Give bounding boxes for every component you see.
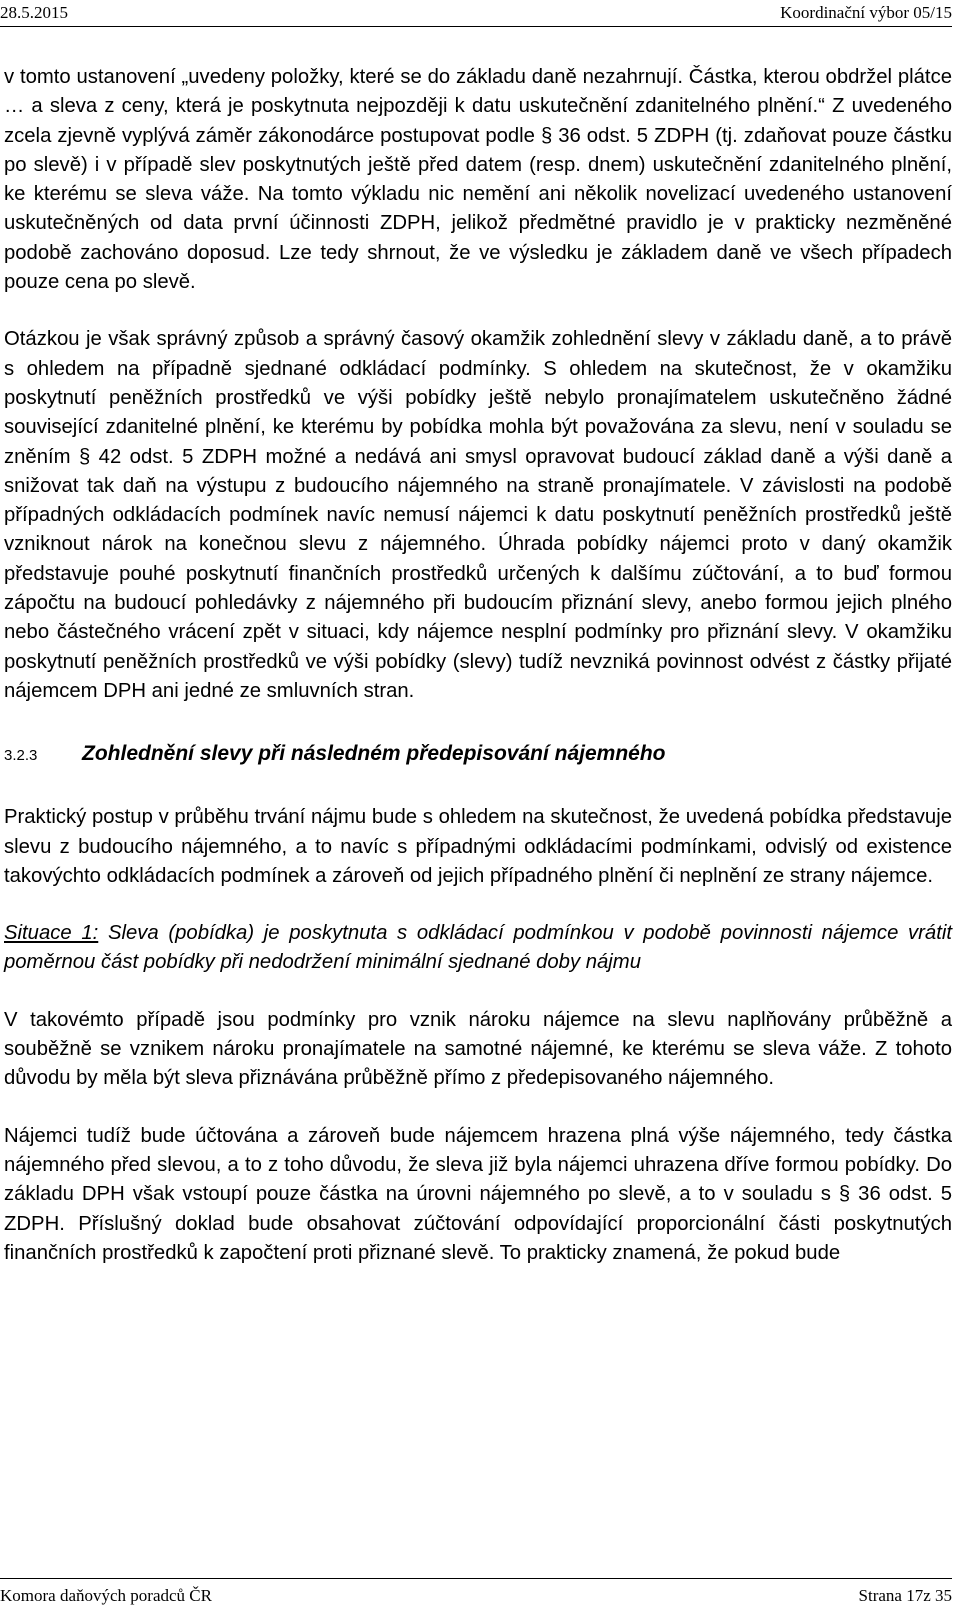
paragraph-3: Praktický postup v průběhu trvání nájmu bude s ohledem na skutečnost, že uvedená pobídka představuje slevu z budoucího nájemného, a to navíc s případnými odkládacími podmínkami, odvislý od existence takovýchto odkládacích podmínek a zároveň od jejich případného plnění či neplnění ze strany nájemce. [4, 806, 952, 887]
footer-page-number: Strana 17z 35 [858, 1586, 952, 1605]
paragraph-6: Nájemci tudíž bude účtována a zároveň bude nájemcem hrazena plná výše nájemného, tedy částka nájemného před slevou, a to z toho důvodu, že sleva již byla nájemci uhrazena dříve formou pobídky. Do základu DPH však vstoupí pouze částka na úrovni nájemného po slevě, a to v souladu s § 36 odst. 5 ZDPH. Příslušný doklad bude obsahovat zúčtování odpovídající proporcionální části poskytnutých finančních prostředků k započtení proti přiznané slevě. To prakticky znamená, že pokud bude [4, 1124, 952, 1264]
section-title: Zohlednění slevy při následném předepisování nájemného [82, 742, 666, 766]
paragraph-2: Otázkou je však správný způsob a správný časový okamžik zohlednění slevy v základu daně, a to právě s ohledem na případně sjednané odkládací podmínky. S ohledem na skutečnost, že v okamžiku poskytnutí peněžních prostředků ve výši pobídky ještě nebylo pronajímatelem uskutečněno žádné související zdanitelné plnění, ke kterému by pobídka mohla být považována za slevu, není v souladu se zněním § 42 odst. 5 ZDPH možné a nedává ani smysl opravovat budoucí základ daně a výši daně a snižovat tak daň na výstupu z budoucího nájemného na straně pronajímatele. V závislosti na podobě případných odkládacích podmínek navíc nemusí nájemci k datu poskytnutí peněžních prostředků ještě vzniknout nárok na konečnou slevu z nájemného. Úhrada pobídky nájemci proto v daný okamžik představuje pouhé poskytnutí finančních prostředků určených k dalšímu zúčtování, a to buď formou zápočtu na budoucí pohledávky z nájemného při budoucím přiznání slevy, anebo formou jejich plného nebo částečného vrácení zpět v situaci, kdy nájemce nesplní podmínky pro přiznání slevy. V okamžiku poskytnutí peněžních prostředků ve výši pobídky (slevy) tudíž nevzniká povinnost odvést z částky přijaté nájemcem DPH ani jedné ze smluvních stran. [4, 328, 952, 702]
situation-text: Sleva (pobídka) je poskytnuta s odkládací podmínkou v podobě povinnosti nájemce vrátit poměrnou část pobídky při nedodržení minimální sjednané doby nájmu [4, 922, 952, 974]
section-number: 3.2.3 [4, 747, 38, 765]
page-footer [0, 1575, 960, 1613]
paragraph-1: v tomto ustanovení „uvedeny položky, které se do základu daně nezahrnují. Částka, kterou obdržel plátce … a sleva z ceny, která je poskytnuta nejpozději k datu uskutečnění zdanitelného plnění.“ Z uvedeného zcela zjevně vyplývá záměr zákonodárce postupovat podle § 36 odst. 5 ZDPH (tj. zdaňovat pouze částku po slevě) i v případě slev poskytnutých ještě před datem (resp. dnem) uskutečnění zdanitelného plnění, ke kterému se sleva váže. Na tomto výkladu nic nemění ani několik novelizací uvedeného ustanovení uskutečněných od data první účinnosti ZDPH, jelikož předmětné pravidlo je v prakticky nezměněné podobě zachováno doposud. Lze tedy shrnout, že ve výsledku je základem daně ve všech případech pouze cena po slevě. [4, 66, 952, 294]
situation-paragraph [4, 919, 952, 978]
document-body [4, 63, 952, 1268]
paragraph-5: V takovémto případě jsou podmínky pro vznik nároku nájemce na slevu naplňovány průběžně a souběžně se vznikem nároku pronajímatele na samotné nájemné, ke kterému se sleva váže. Z tohoto důvodu by měla být sleva přiznávána průběžně přímo z předepisovaného nájemného. [4, 1008, 952, 1090]
header-date: 28.5.2015 [0, 3, 68, 22]
page-header [0, 0, 960, 26]
header-rule [0, 26, 952, 27]
header-committee: Koordinační výbor 05/15 [780, 3, 952, 22]
footer-rule [0, 1578, 952, 1579]
section-heading [4, 742, 952, 768]
situation-label: Situace 1: [4, 922, 99, 945]
footer-organization: Komora daňových poradců ČR [0, 1586, 212, 1605]
